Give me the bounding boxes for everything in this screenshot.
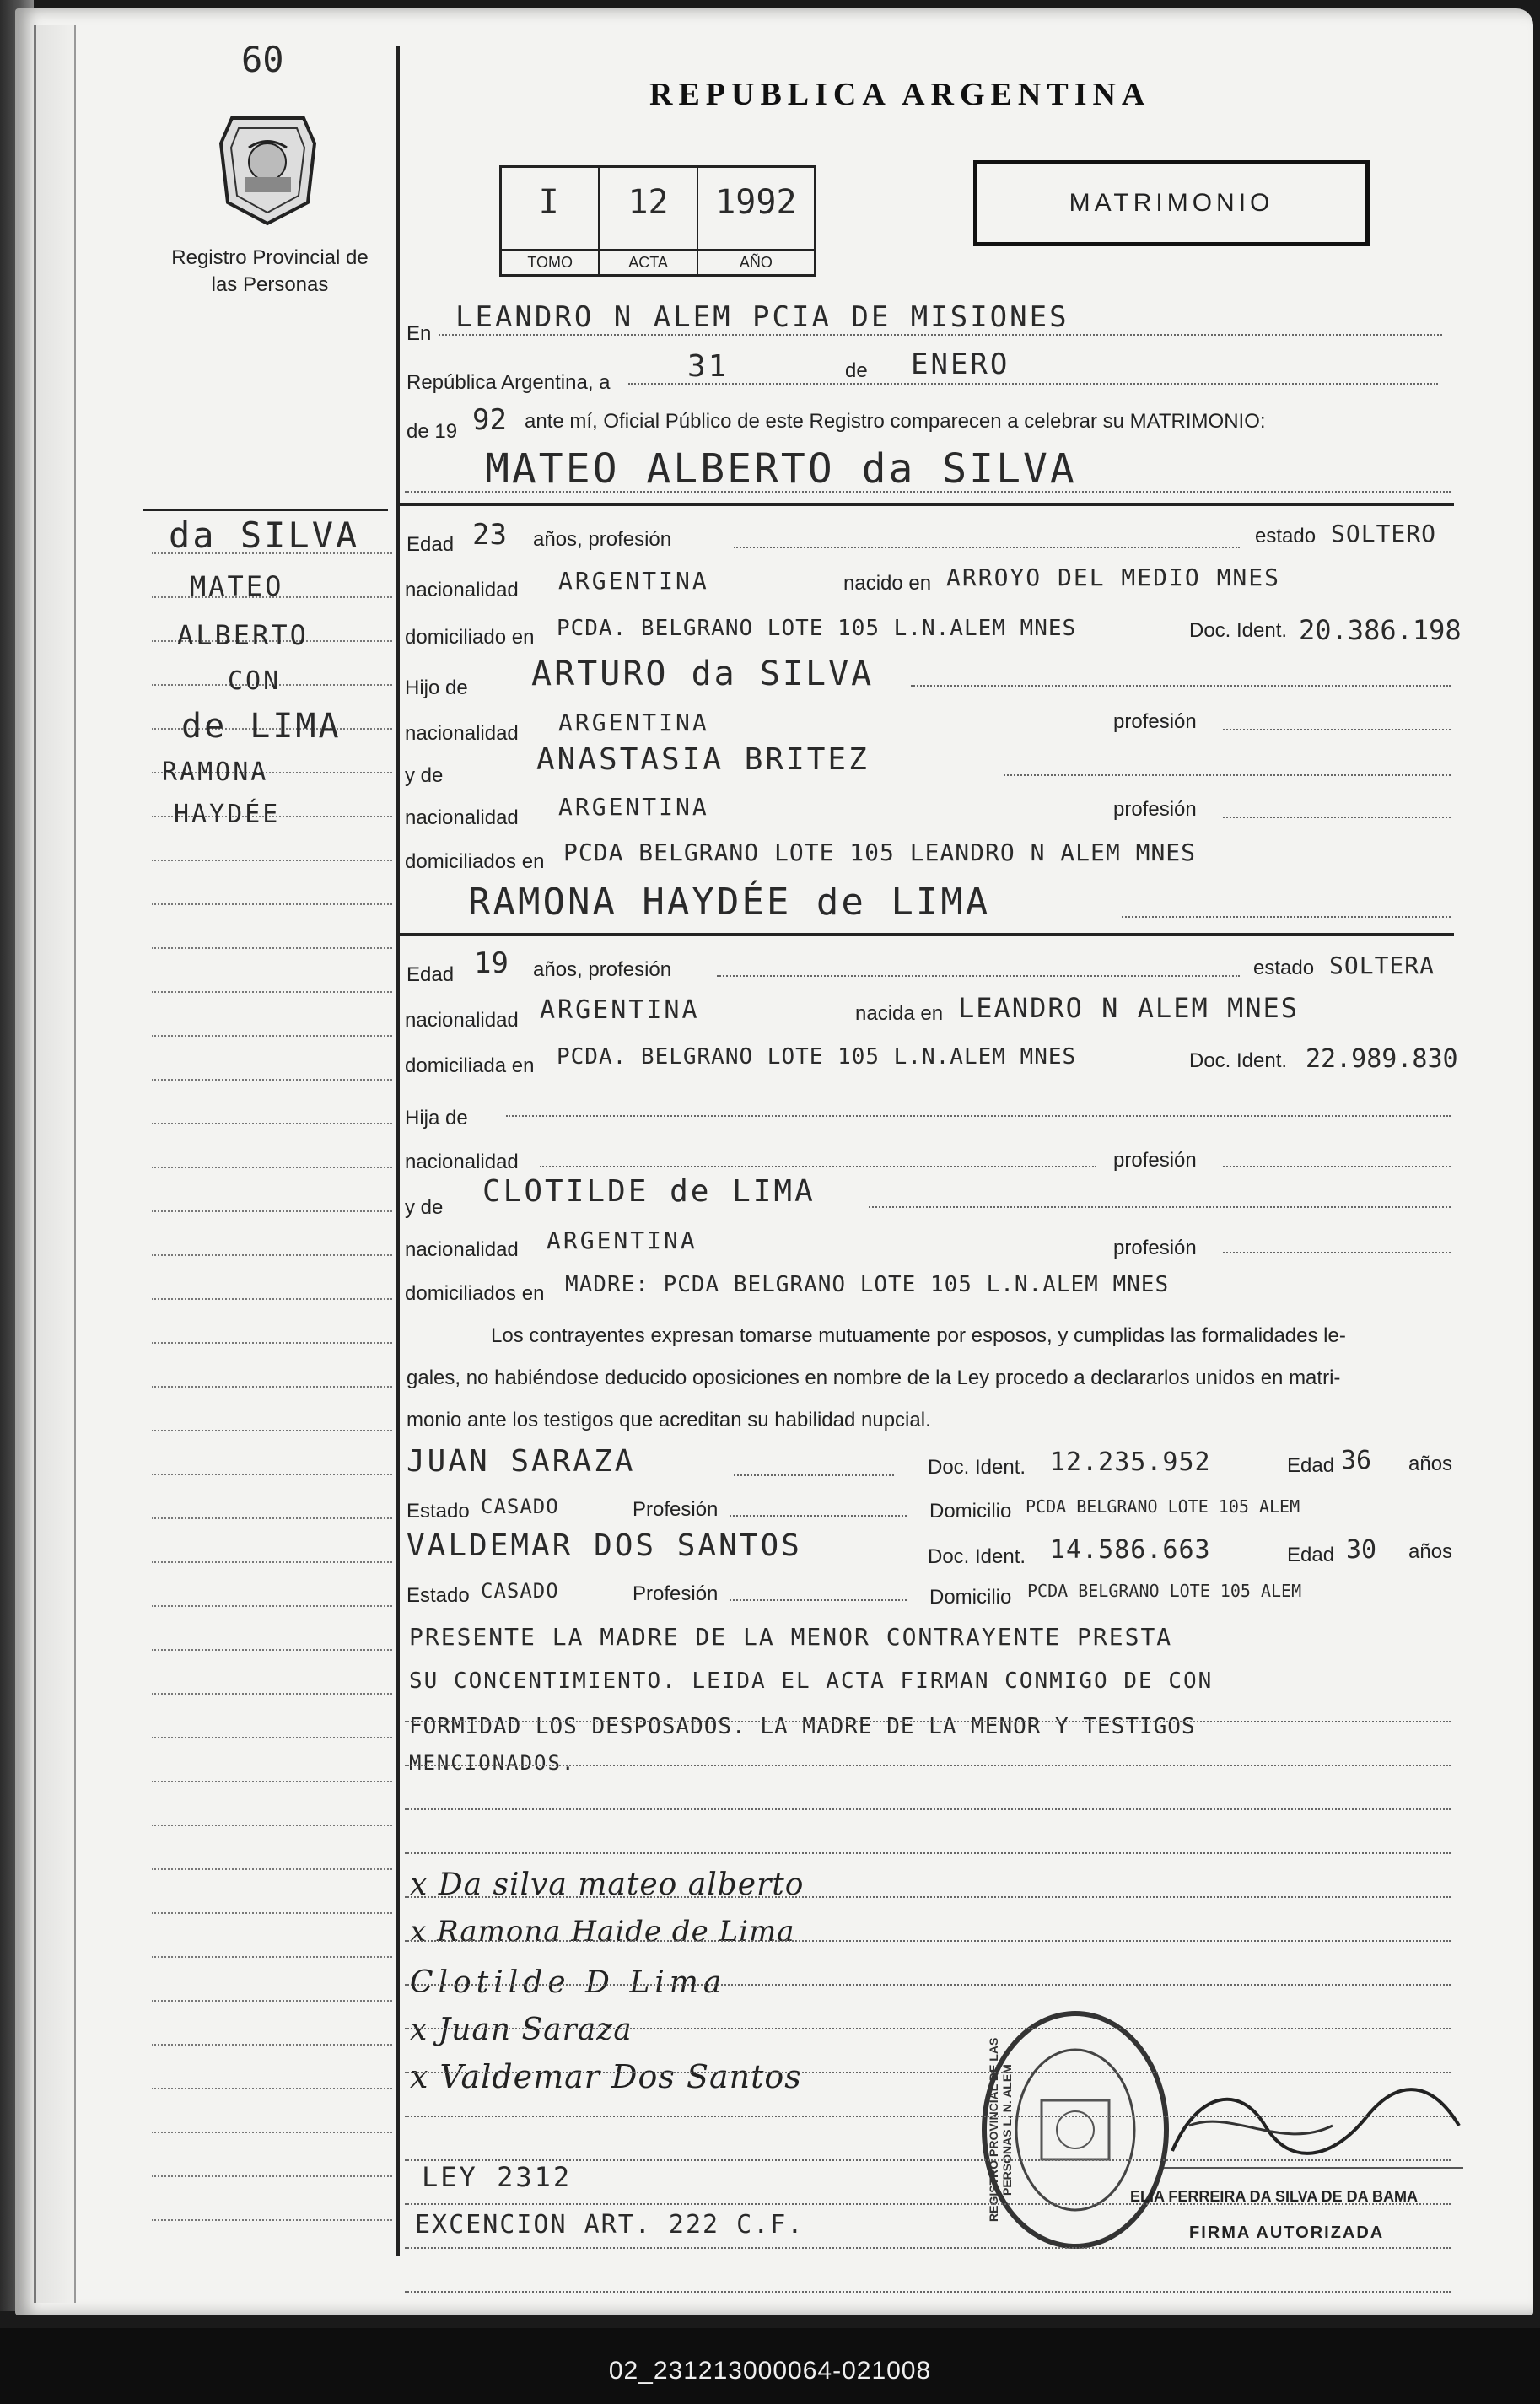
groom-mother: ANASTASIA BRITEZ: [536, 742, 870, 777]
margin-guide-line: [152, 1210, 392, 1212]
groom-name: MATEO ALBERTO da SILVA: [485, 445, 1077, 493]
groom-father-nac-label: nacionalidad: [405, 722, 519, 745]
margin-name-4: CON: [228, 666, 282, 696]
bride-parents-dom-label: domiciliados en: [405, 1282, 545, 1305]
bride-nacida: LEANDRO N ALEM MNES: [958, 992, 1300, 1024]
groom-parents-dom-label: domiciliados en: [405, 850, 545, 873]
declaration-line-2: gales, no habiéndose deducido oposiciones en nombre de la Ley procedo a declararlos unidos en matri-: [407, 1366, 1341, 1389]
bride-parents-dom: MADRE: PCDA BELGRANO LOTE 105 L.N.ALEM MNES: [565, 1272, 1170, 1297]
margin-guide-line: [152, 903, 392, 905]
witness-1-name: JUAN SARAZA: [407, 1444, 636, 1479]
groom-nac: ARGENTINA: [558, 567, 709, 595]
margin-name-3: ALBERTO: [177, 619, 309, 651]
signature-witness-1: x Juan Saraza: [410, 2013, 633, 2047]
groom-hijo-label: Hijo de: [405, 676, 468, 699]
en-value: LEANDRO N ALEM PCIA DE MISIONES: [455, 300, 1069, 334]
bride-mother: CLOTILDE de LIMA: [482, 1174, 816, 1209]
ano-label: AÑO: [698, 249, 814, 274]
witness-1-doc: 12.235.952: [1050, 1447, 1211, 1477]
margin-guide-line: [152, 2219, 392, 2221]
witness-2-edad-label: Edad: [1287, 1544, 1335, 1566]
en-label: En: [407, 322, 432, 345]
bride-dom: PCDA. BELGRANO LOTE 105 L.N.ALEM MNES: [557, 1044, 1077, 1070]
bride-anos-prof-label: años, profesión: [533, 958, 672, 981]
groom-yde-label: y de: [405, 764, 444, 787]
witness-2-estado: CASADO: [481, 1579, 559, 1603]
officer-name: ELIA FERREIRA DA SILVA DE DA BAMA: [1130, 2188, 1418, 2205]
body-guide-line: [405, 1940, 1451, 1942]
groom-rule: [400, 503, 1454, 506]
groom-mother-nac: ARGENTINA: [558, 793, 709, 821]
margin-guide-line: [152, 1430, 392, 1431]
margin-name-2: MATEO: [190, 570, 284, 602]
acta-value: 12: [627, 183, 669, 222]
stamp-text: REGISTRO PROVINCIAL DE LAS PERSONAS L. N. ALEM: [987, 2037, 1014, 2223]
groom-father-prof-dotline: [1223, 729, 1451, 730]
groom-anos-prof-label: años, profesión: [533, 528, 672, 551]
bride-doc: 22.989.830: [1306, 1044, 1458, 1074]
declaration-line-3: monio ante los testigos que acreditan su habilidad nupcial.: [407, 1409, 931, 1431]
groom-mother-dotline: [1004, 774, 1451, 776]
margin-guide-line: [152, 1825, 392, 1826]
margin-guide-line: [152, 1517, 392, 1519]
margin-guide-line: [152, 1298, 392, 1300]
margin-guide-line: [152, 860, 392, 861]
body-guide-line: [405, 2203, 1451, 2205]
witness-1-edad-label: Edad: [1287, 1454, 1335, 1477]
margin-name-6: RAMONA: [162, 757, 269, 787]
witness-2-prof-label: Profesión: [633, 1582, 719, 1605]
registry-name: Registro Provincial de las Personas: [171, 246, 369, 296]
scan-bottom-bar: [0, 2328, 1540, 2404]
bride-mother-prof-label: profesión: [1113, 1237, 1197, 1259]
body-guide-line: [405, 2072, 1451, 2073]
margin-name-1: da SILVA: [169, 515, 360, 556]
body-guide-line: [405, 2116, 1451, 2117]
witness-2-name: VALDEMAR DOS SANTOS: [407, 1528, 802, 1563]
bride-father-prof-dotline: [1223, 1166, 1451, 1167]
groom-mother-prof-dotline: [1223, 817, 1451, 818]
en-dotline: [439, 334, 1442, 336]
witness-1-anos-label: años: [1408, 1453, 1453, 1475]
witness-1-doc-label: Doc. Ident.: [928, 1456, 1026, 1479]
body-guide-line: [405, 1896, 1451, 1898]
witness-2-prof-dotline: [730, 1599, 907, 1601]
ano-cell: [698, 168, 814, 274]
groom-nacido-label: nacido en: [843, 572, 932, 595]
bride-father-dotline: [506, 1115, 1451, 1117]
margin-guide-line: [152, 1605, 392, 1607]
witness-2-anos-label: años: [1408, 1540, 1453, 1563]
margin-guide-line: [152, 1649, 392, 1651]
bride-estado-label: estado: [1253, 957, 1315, 979]
bride-estado: SOLTERA: [1329, 951, 1435, 979]
acta-cell: [600, 168, 697, 274]
margin-guide-line: [152, 1474, 392, 1475]
bride-nac: ARGENTINA: [540, 995, 700, 1025]
groom-dom: PCDA. BELGRANO LOTE 105 L.N.ALEM MNES: [557, 616, 1077, 641]
signature-witness-2: x Valdemar Dos Santos: [410, 2058, 802, 2095]
witness-1-domicilio: PCDA BELGRANO LOTE 105 ALEM: [1026, 1496, 1300, 1517]
tomo-cell: [502, 168, 600, 274]
body-guide-line: [405, 2247, 1451, 2249]
margin-guide-line: [152, 1167, 392, 1168]
tomo-label: TOMO: [502, 249, 598, 274]
bride-prof-dotline: [717, 975, 1240, 977]
officer-title: FIRMA AUTORIZADA: [1189, 2223, 1385, 2242]
register-page: [15, 8, 1533, 2315]
bride-rule: [400, 933, 1454, 936]
margin-vertical-rule: [396, 46, 400, 2256]
groom-edad-label: Edad: [407, 533, 455, 556]
margin-guide-line: [152, 991, 392, 993]
bride-name: RAMONA HAYDÉE de LIMA: [468, 881, 991, 924]
witness-2-estado-label: Estado: [407, 1584, 470, 1607]
margin-guide-line: [152, 1868, 392, 1870]
margin-top-rule: [143, 509, 388, 511]
margin-guide-line: [152, 1693, 392, 1695]
bride-doc-label: Doc. Ident.: [1189, 1049, 1288, 1072]
witness-1-prof-dotline: [730, 1515, 907, 1517]
body-guide-line: [405, 1984, 1451, 1986]
witness-2-domicilio-label: Domicilio: [929, 1586, 1012, 1609]
signature-groom: x Da silva mateo alberto: [410, 1868, 805, 1902]
groom-parents-dom: PCDA BELGRANO LOTE 105 LEANDRO N ALEM MNES: [563, 838, 1197, 866]
witness-1-estado: CASADO: [481, 1495, 559, 1518]
acta-label: ACTA: [600, 249, 696, 274]
note-line-1: PRESENTE LA MADRE DE LA MENOR CONTRAYENTE PRESTA: [409, 1623, 1173, 1651]
body-guide-line: [405, 2291, 1451, 2293]
year-prefix: de 19: [407, 420, 458, 443]
groom-prof-dotline: [734, 547, 1240, 548]
bride-hija-label: Hija de: [405, 1107, 468, 1129]
groom-mother-prof-label: profesión: [1113, 798, 1197, 821]
law-line-1: LEY 2312: [422, 2161, 573, 2193]
bride-name-dotline: [1122, 916, 1451, 918]
margin-guide-line: [152, 1079, 392, 1081]
bride-mother-nac-label: nacionalidad: [405, 1238, 519, 1261]
groom-nac-label: nacionalidad: [405, 579, 519, 601]
bride-yde-label: y de: [405, 1196, 444, 1219]
witness-2-doc: 14.586.663: [1050, 1535, 1211, 1565]
witness-1-domicilio-label: Domicilio: [929, 1500, 1012, 1523]
bride-edad-label: Edad: [407, 963, 455, 986]
law-line-2: EXCENCION ART. 222 C.F.: [415, 2210, 805, 2240]
margin-guide-line: [152, 1342, 392, 1344]
margin-guide-line: [152, 1254, 392, 1256]
officer-signature-mark: [1164, 2075, 1467, 2180]
groom-father-dotline: [911, 685, 1451, 687]
witness-2-doc-label: Doc. Ident.: [928, 1545, 1026, 1568]
month-value: ENERO: [911, 348, 1010, 381]
witness-2-domicilio: PCDA BELGRANO LOTE 105 ALEM: [1027, 1581, 1302, 1601]
groom-doc-label: Doc. Ident.: [1189, 619, 1288, 642]
margin-guide-line: [152, 1035, 392, 1037]
bride-father-nac-dotline: [540, 1166, 1096, 1167]
groom-name-dotline: [405, 491, 1451, 493]
margin-name-5: de LIMA: [181, 707, 342, 746]
margin-guide-line: [152, 1781, 392, 1782]
day-value: 31: [687, 349, 730, 384]
margin-guide-line: [152, 2132, 392, 2133]
signature-mother: Clotilde D Lima: [410, 1965, 727, 2000]
file-id: 02_231213000064-021008: [608, 2357, 932, 2385]
margin-guide-line: [152, 2000, 392, 2002]
republica-label: República Argentina, a: [407, 371, 611, 394]
signature-bride: x Ramona Haide de Lima: [410, 1915, 795, 1949]
groom-nacido: ARROYO DEL MEDIO MNES: [946, 563, 1281, 591]
groom-mother-nac-label: nacionalidad: [405, 806, 519, 829]
margin-guide-line: [152, 1912, 392, 1914]
body-guide-line: [405, 1765, 1451, 1766]
witness-2-edad: 30: [1346, 1535, 1377, 1565]
bride-nac-label: nacionalidad: [405, 1009, 519, 1032]
witness-1-edad: 36: [1341, 1446, 1372, 1475]
doc-type-box: MATRIMONIO: [973, 160, 1370, 246]
page-number: 60: [241, 39, 284, 80]
groom-edad: 23: [472, 518, 507, 552]
witness-1-estado-label: Estado: [407, 1500, 470, 1523]
margin-guide-line: [152, 947, 392, 949]
note-line-3: FORMIDAD LOS DESPOSADOS. LA MADRE DE LA MENOR Y TESTIGOS: [409, 1714, 1196, 1739]
bride-mother-prof-dotline: [1223, 1252, 1451, 1253]
record-box: [499, 165, 816, 277]
bride-father-prof-label: profesión: [1113, 1149, 1197, 1172]
witness-1-prof-label: Profesión: [633, 1498, 719, 1521]
intro-sentence: ante mí, Oficial Público de este Registro comparecen a celebrar su MATRIMONIO:: [525, 410, 1266, 433]
country-title: REPUBLICA ARGENTINA: [649, 77, 1151, 112]
province-seal: [215, 110, 320, 228]
margin-guide-line: [152, 2044, 392, 2046]
margin-guide-line: [152, 1956, 392, 1958]
note-line-4: MENCIONADOS.: [409, 1751, 576, 1775]
margin-name-7: HAYDÉE: [174, 800, 281, 829]
bride-nacida-label: nacida en: [855, 1002, 944, 1025]
bride-dom-label: domiciliada en: [405, 1054, 535, 1077]
ano-value: 1992: [715, 183, 797, 222]
bride-mother-nac: ARGENTINA: [547, 1226, 697, 1254]
bride-father-nac-label: nacionalidad: [405, 1151, 519, 1173]
body-guide-line: [405, 1808, 1451, 1810]
witness-1-dotline: [734, 1474, 894, 1476]
groom-dom-label: domiciliado en: [405, 626, 535, 649]
body-guide-line: [405, 2028, 1451, 2029]
margin-guide-line: [152, 2175, 392, 2177]
groom-father: ARTURO da SILVA: [531, 655, 875, 693]
de-label: de: [845, 359, 868, 382]
page-gutter: [34, 25, 76, 2303]
groom-estado: SOLTERO: [1331, 520, 1437, 547]
groom-father-nac: ARGENTINA: [558, 709, 709, 736]
bride-mother-dotline: [869, 1206, 1451, 1208]
body-guide-line: [405, 2159, 1451, 2161]
margin-guide-line: [152, 1386, 392, 1388]
year-value: 92: [472, 403, 507, 437]
margin-guide-line: [152, 2088, 392, 2089]
margin-guide-line: [152, 1123, 392, 1124]
note-line-2: SU CONCENTIMIENTO. LEIDA EL ACTA FIRMAN CONMIGO DE CON: [409, 1668, 1214, 1694]
body-guide-line: [405, 1721, 1451, 1722]
groom-estado-label: estado: [1255, 525, 1317, 547]
declaration-line-1: Los contrayentes expresan tomarse mutuamente por esposos, y cumplidas las formalidades le-: [491, 1324, 1346, 1347]
groom-doc: 20.386.198: [1299, 614, 1462, 646]
groom-father-prof-label: profesión: [1113, 710, 1197, 733]
body-guide-line: [405, 1852, 1451, 1854]
date-dotline: [628, 383, 1438, 385]
tomo-value: I: [538, 183, 562, 222]
bride-edad: 19: [474, 946, 509, 980]
margin-guide-line: [152, 1561, 392, 1563]
margin-guide-line: [152, 1737, 392, 1738]
